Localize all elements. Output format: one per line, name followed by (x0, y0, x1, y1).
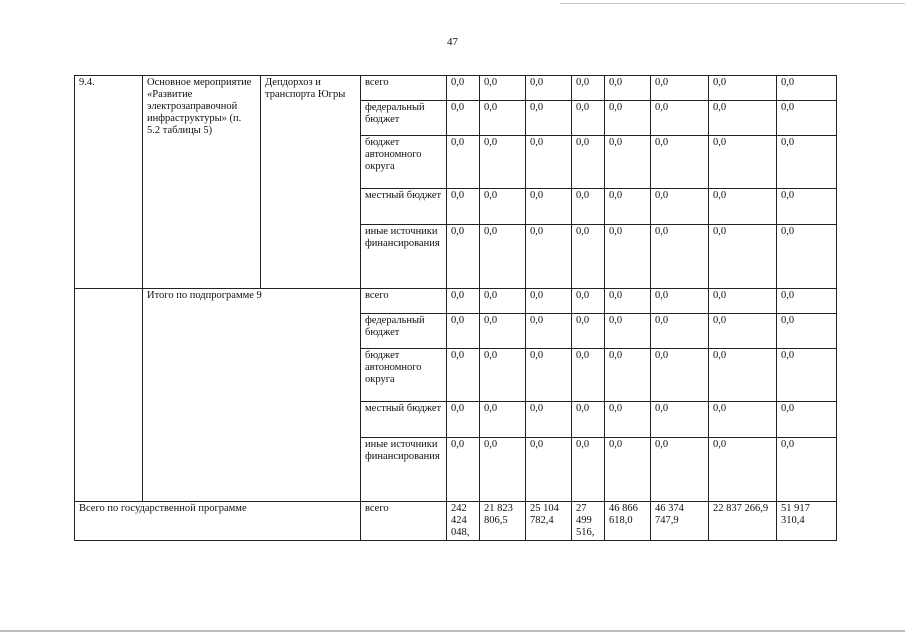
value-cell: 0,0 (605, 438, 651, 502)
value-cell: 0,0 (480, 101, 526, 136)
value-cell: 0,0 (480, 76, 526, 101)
value-cell: 0,0 (777, 225, 837, 289)
value-cell: 0,0 (526, 189, 572, 225)
source-label: федеральный бюджет (361, 101, 447, 136)
value-cell: 0,0 (651, 101, 709, 136)
total-value-cell: 27 499 516, (572, 502, 605, 541)
page-number: 47 (447, 36, 458, 48)
value-cell: 0,0 (777, 314, 837, 349)
item-name: Основное мероприятие «Развитие электрозаправочной инфраструктуры» (п. 5.2 таблицы 5) (143, 76, 261, 289)
value-cell: 0,0 (709, 349, 777, 402)
value-cell: 0,0 (447, 289, 480, 314)
value-cell: 0,0 (447, 136, 480, 189)
value-cell: 0,0 (572, 101, 605, 136)
source-label: всего (361, 76, 447, 101)
value-cell: 0,0 (572, 349, 605, 402)
total-value-cell: 22 837 266,9 (709, 502, 777, 541)
value-cell: 0,0 (526, 136, 572, 189)
value-cell: 0,0 (480, 136, 526, 189)
empty-cell (75, 289, 143, 502)
value-cell: 0,0 (777, 76, 837, 101)
source-label: иные источники финансирования (361, 225, 447, 289)
value-cell: 0,0 (480, 438, 526, 502)
source-label: федеральный бюджет (361, 314, 447, 349)
value-cell: 0,0 (526, 349, 572, 402)
value-cell: 0,0 (777, 349, 837, 402)
value-cell: 0,0 (572, 289, 605, 314)
value-cell: 0,0 (572, 438, 605, 502)
value-cell: 0,0 (447, 438, 480, 502)
value-cell: 0,0 (605, 101, 651, 136)
source-label: местный бюджет (361, 189, 447, 225)
value-cell: 0,0 (480, 289, 526, 314)
value-cell: 0,0 (447, 76, 480, 101)
value-cell: 0,0 (777, 402, 837, 438)
source-label: всего (361, 502, 447, 541)
value-cell: 0,0 (605, 76, 651, 101)
item-executor: Депдорхоз и транспорта Югры (261, 76, 361, 289)
item-number: 9.4. (75, 76, 143, 289)
source-label: бюджет автономного округа (361, 349, 447, 402)
value-cell: 0,0 (572, 189, 605, 225)
value-cell: 0,0 (526, 402, 572, 438)
value-cell: 0,0 (651, 438, 709, 502)
total-label: Всего по государственной программе (75, 502, 361, 541)
value-cell: 0,0 (480, 225, 526, 289)
value-cell: 0,0 (651, 225, 709, 289)
value-cell: 0,0 (447, 101, 480, 136)
value-cell: 0,0 (777, 101, 837, 136)
value-cell: 0,0 (709, 289, 777, 314)
value-cell: 0,0 (605, 136, 651, 189)
source-label: всего (361, 289, 447, 314)
value-cell: 0,0 (709, 189, 777, 225)
value-cell: 0,0 (777, 189, 837, 225)
value-cell: 0,0 (572, 76, 605, 101)
value-cell: 0,0 (651, 136, 709, 189)
value-cell: 0,0 (709, 402, 777, 438)
value-cell: 0,0 (526, 438, 572, 502)
value-cell: 0,0 (526, 76, 572, 101)
value-cell: 0,0 (777, 136, 837, 189)
value-cell: 0,0 (605, 189, 651, 225)
value-cell: 0,0 (709, 101, 777, 136)
total-value-cell: 21 823 806,5 (480, 502, 526, 541)
value-cell: 0,0 (605, 402, 651, 438)
value-cell: 0,0 (709, 76, 777, 101)
value-cell: 0,0 (777, 438, 837, 502)
value-cell: 0,0 (572, 225, 605, 289)
value-cell: 0,0 (709, 225, 777, 289)
value-cell: 0,0 (605, 349, 651, 402)
source-label: местный бюджет (361, 402, 447, 438)
value-cell: 0,0 (447, 189, 480, 225)
value-cell: 0,0 (605, 225, 651, 289)
value-cell: 0,0 (651, 189, 709, 225)
source-label: иные источники финансирования (361, 438, 447, 502)
value-cell: 0,0 (447, 402, 480, 438)
value-cell: 0,0 (526, 314, 572, 349)
table-row (75, 289, 837, 314)
value-cell: 0,0 (480, 402, 526, 438)
value-cell: 0,0 (651, 402, 709, 438)
value-cell: 0,0 (480, 189, 526, 225)
value-cell: 0,0 (526, 101, 572, 136)
financing-table (74, 75, 837, 541)
scan-artifact-line (560, 3, 905, 4)
value-cell: 0,0 (651, 76, 709, 101)
total-value-cell: 46 374 747,9 (651, 502, 709, 541)
value-cell: 0,0 (605, 289, 651, 314)
total-value-cell: 51 917 310,4 (777, 502, 837, 541)
value-cell: 0,0 (651, 289, 709, 314)
value-cell: 0,0 (651, 349, 709, 402)
total-value-cell: 46 866 618,0 (605, 502, 651, 541)
scan-artifact-line (0, 630, 905, 632)
source-label: бюджет автономного округа (361, 136, 447, 189)
table-row (75, 76, 837, 101)
value-cell: 0,0 (709, 136, 777, 189)
value-cell: 0,0 (480, 349, 526, 402)
total-value-cell: 25 104 782,4 (526, 502, 572, 541)
value-cell: 0,0 (709, 438, 777, 502)
value-cell: 0,0 (605, 314, 651, 349)
value-cell: 0,0 (572, 136, 605, 189)
value-cell: 0,0 (526, 289, 572, 314)
value-cell: 0,0 (447, 314, 480, 349)
value-cell: 0,0 (447, 225, 480, 289)
value-cell: 0,0 (651, 314, 709, 349)
value-cell: 0,0 (480, 314, 526, 349)
value-cell: 0,0 (447, 349, 480, 402)
value-cell: 0,0 (572, 314, 605, 349)
total-value-cell: 242 424 048, (447, 502, 480, 541)
value-cell: 0,0 (777, 289, 837, 314)
subtotal-label: Итого по подпрограмме 9 (143, 289, 361, 502)
value-cell: 0,0 (709, 314, 777, 349)
value-cell: 0,0 (526, 225, 572, 289)
total-row (75, 502, 837, 541)
value-cell: 0,0 (572, 402, 605, 438)
